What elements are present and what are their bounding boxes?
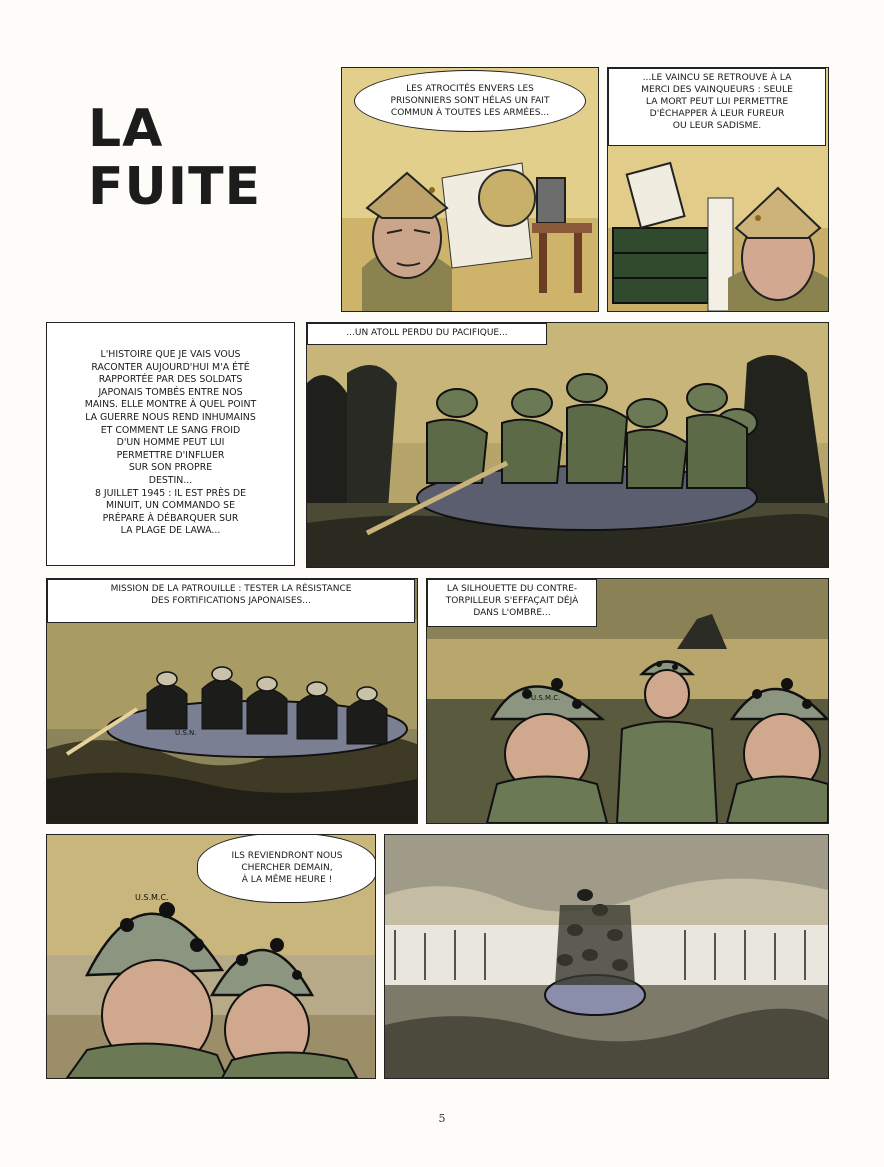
caption-atoll: ...UN ATOLL PERDU DU PACIFIQUE... [307, 323, 547, 345]
story-title-line-1: LA [88, 99, 164, 159]
raft-surf-illustration [385, 835, 828, 1078]
caption-destroyer: LA SILHOUETTE DU CONTRE- TORPILLEUR S'EFFAÇAIT DÉJÀ DANS L'OMBRE... [427, 579, 597, 627]
speech-bubble-marine: ILS REVIENDRONT NOUS CHERCHER DEMAIN, À LA MÊME HEURE ! [197, 834, 376, 903]
helmet-marking-left: U.S.M.C. [531, 694, 561, 702]
panel-two-marines [46, 834, 376, 1079]
jungle-raft-illustration [307, 323, 828, 567]
intro-narration: L'HISTOIRE QUE JE VAIS VOUS RACONTER AUJOURD'HUI M'A ÉTÉ RAPPORTÉE PAR DES SOLDATS JAPONAIS TOMBÉS ENTRE NOS MAINS. ELLE MONTRE À QUEL POINT LA GUERRE NOUS REND INHUMAINS ET COMMENT LE SANG FROID D'UN HOMME PEUT LUI PERMETTRE D'INFLUER SUR SON PROPRE DESTIN... 8 JUILLET 1945 : IL EST PRÈS DE MINUIT, UN COMMANDO SE PRÉPARE À DÉBARQUER SUR LA PLAGE DE LAWA... [46, 322, 295, 566]
panel-old-officer [607, 67, 829, 312]
panel-officer-lantern [341, 67, 599, 312]
story-title-line-2: FUITE [88, 157, 262, 217]
panel-three-marines [426, 578, 829, 824]
speech-bubble-officer: LES ATROCITÉS ENVERS LES PRISONNIERS SONT HÉLAS UN FAIT COMMUN À TOUTES LES ARMÉES... [354, 70, 586, 132]
panel-jungle-raft [306, 322, 829, 568]
page-number: 5 [438, 1112, 446, 1125]
caption-mission: MISSION DE LA PATROUILLE : TESTER LA RÉSISTANCE DES FORTIFICATIONS JAPONAISES... [47, 579, 415, 623]
raft-marking: U.S.N. [175, 729, 197, 737]
caption-old-officer: ...LE VAINCU SE RETROUVE À LA MERCI DES VAINQUEURS : SEULE LA MORT PEUT LUI PERMETTRE D'ÉCHAPPER À LEUR FUREUR OU LEUR SADISME. [608, 68, 826, 146]
story-title [88, 100, 261, 216]
helmet-marking-front: U.S.M.C. [135, 893, 169, 902]
panel-raft-sea [46, 578, 418, 824]
panel-raft-surf [384, 834, 829, 1079]
